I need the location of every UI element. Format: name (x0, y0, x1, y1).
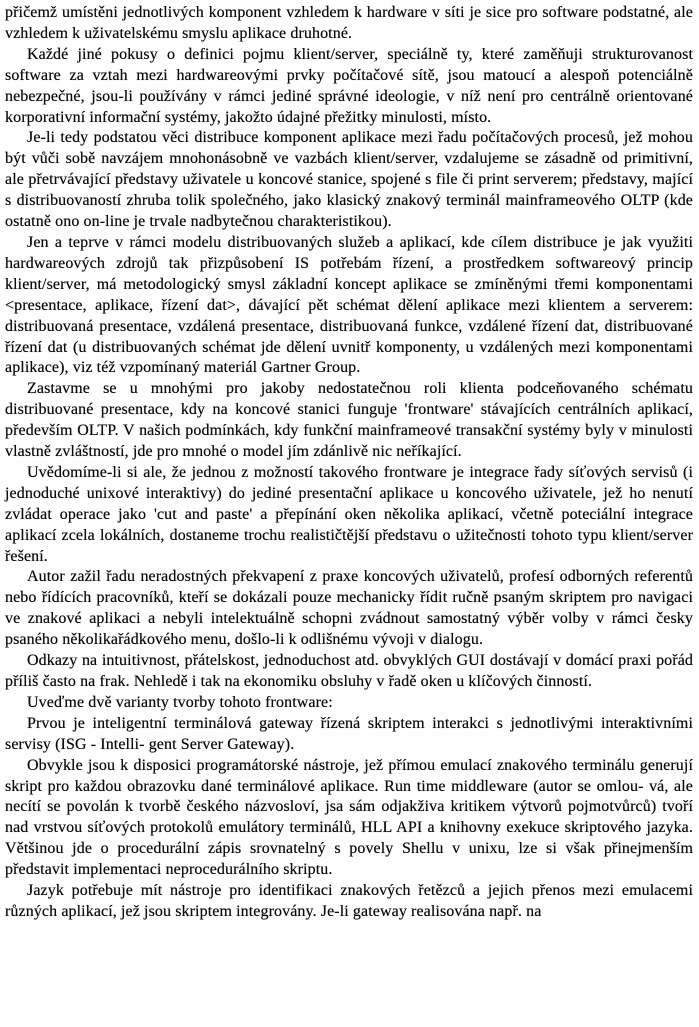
paragraph: Zastavme se u mnohými pro jakoby nedostatečnou roli klienta podceňovaného schématu distribuované presentace, kdy na koncové stanici funguje 'frontware' stávajících centrálních aplikací, především OLTP. V našich podmínkách, kdy funkční mainframeové transakční systémy byly v minulosti vlastně zvláštností, jde pro mnohé o model jím zdánlivě nic neříkající. (5, 380, 693, 461)
paragraph: Prvou je inteligentní terminálová gateway řízená skriptem interakci s jednotlivými interaktivními servisy (ISG - Intelli- gent Server Gateway). (5, 714, 693, 753)
paragraph: Uvědomíme-li si ale, že jednou z možností takového frontware je integrace řady síťových servisů (i jednoduché unixové interaktivy) do jediné presentační aplikace u koncového uživatele, jež ho nenutí zvládat operace jako 'cut and paste' a přepínání oken několika aplikací, včetně poteciální integrace aplikací zcela lokálních, dostaneme trochu realističtější představu o užitečnosti tohoto typu klient/server řešení. (5, 463, 693, 565)
paragraph-continuation: přičemž umístěni jednotlivých komponent vzhledem k hardware v síti je sice pro software podstatné, ale vzhledem k uživatelskému smyslu aplikace druhotné. (5, 4, 693, 42)
paragraph: Obvykle jsou k disposici programátorské nástroje, jež přímou emulací znakového terminálu generují skript pro každou obrazovku dané terminálové aplikace. Run time middleware (autor se omlou- vá, ale necítí se povolán k tvorbě českého názvosloví, jsa sám odjakživa kritikem výtvorů pojmotvůrců) tvoří nad vrstvou síťových protokolů emulátory terminálů, HLL API a knihovny exekuce skriptového jazyka. Většinou jde o procedurální zápis srovnatelný s povely Shellu v unixu, lze si však přinejmenším představit implementaci neprocedurálního skriptu. (5, 756, 693, 879)
paragraph: Jen a teprve v rámci modelu distribuovaných služeb a aplikací, kde cílem distribuce je jak využiti hardwareových zdrojů tak přizpůsobení IS potřebám řízení, a prostředkem softwareový princip klient/server, má metodologický smysl základní koncept aplikace se zmíněnými třemi komponentami <presentace, aplikace, řízení dat>, dávající pět schémat dělení aplikace mezi klientem a serverem: distribuovaná presentace, vzdálená presentace, distribuovaná funkce, vzdálené řízení dat, distribuované řízení dat (u distribuovaných schémat jde dělení uvnitř komponenty, u vzdálených mezi komponentami aplikace), viz též vzpomínaný materiál Gartner Group. (5, 233, 693, 377)
paragraph: Autor zažil řadu neradostných překvapení z praxe koncových uživatelů, profesí odborných referentů nebo řídících pracovníků, kteří se dokázali pouze mechanicky řídit ručně psaným skriptem pro navigaci ve znakové aplikaci a nebyli intelektuálně schopni zvádnout samostatný výběr volby v rámci česky psaného několikařádkového menu, došlo-li k odlišnému vývoji v dialogu. (5, 568, 693, 649)
paragraph: Každé jiné pokusy o definici pojmu klient/server, speciálně ty, které zaměňuji strukturovanost software za vztah mezi hardwareovými prvky počítačové sítě, jsou matoucí a alespoň potenciálně nebezpečné, jsou-li používány v rámci jediné správné ideologie, v níž není pro centrálně orientované korporativní informační systémy, jakožto údajné přežitky minulosti, místo. (5, 45, 693, 126)
paragraph-cutoff: Jazyk potřebuje mít nástroje pro identifikaci znakových řetězců a jejich přenos mezi emulacemi různých aplikací, jež jsou skriptem integrovány. Je-li gateway realisována např. na (5, 882, 693, 920)
paragraph: Je-li tedy podstatou věci distribuce komponent aplikace mezi řadu počítačových procesů, jež mohou být vůči sobě navzájem mnohonásobně ve vazbách klient/server, vzdalujeme se zásadně od primitivní, ale přetrvávající představy uživatele u koncové stanice, spojené s file či print serverem; představy, mající s distribuovaností zhruba tolik společného, jako klasický znakový terminál mainframeového OLTP (kde ostatně ono on-line je trvale nadbytečnou charakteristikou). (5, 129, 693, 231)
paragraph: Uveďme dvě varianty tvorby tohoto frontware: (27, 693, 333, 711)
paragraph: Odkazy na intuitivnost, přátelskost, jednoduchost atd. obvyklých GUI dostávají v domácí praxi pořád příliš často na frak. Nehledě i tak na ekonomiku obsluhy v řadě oken u klíčových činností. (5, 652, 693, 690)
